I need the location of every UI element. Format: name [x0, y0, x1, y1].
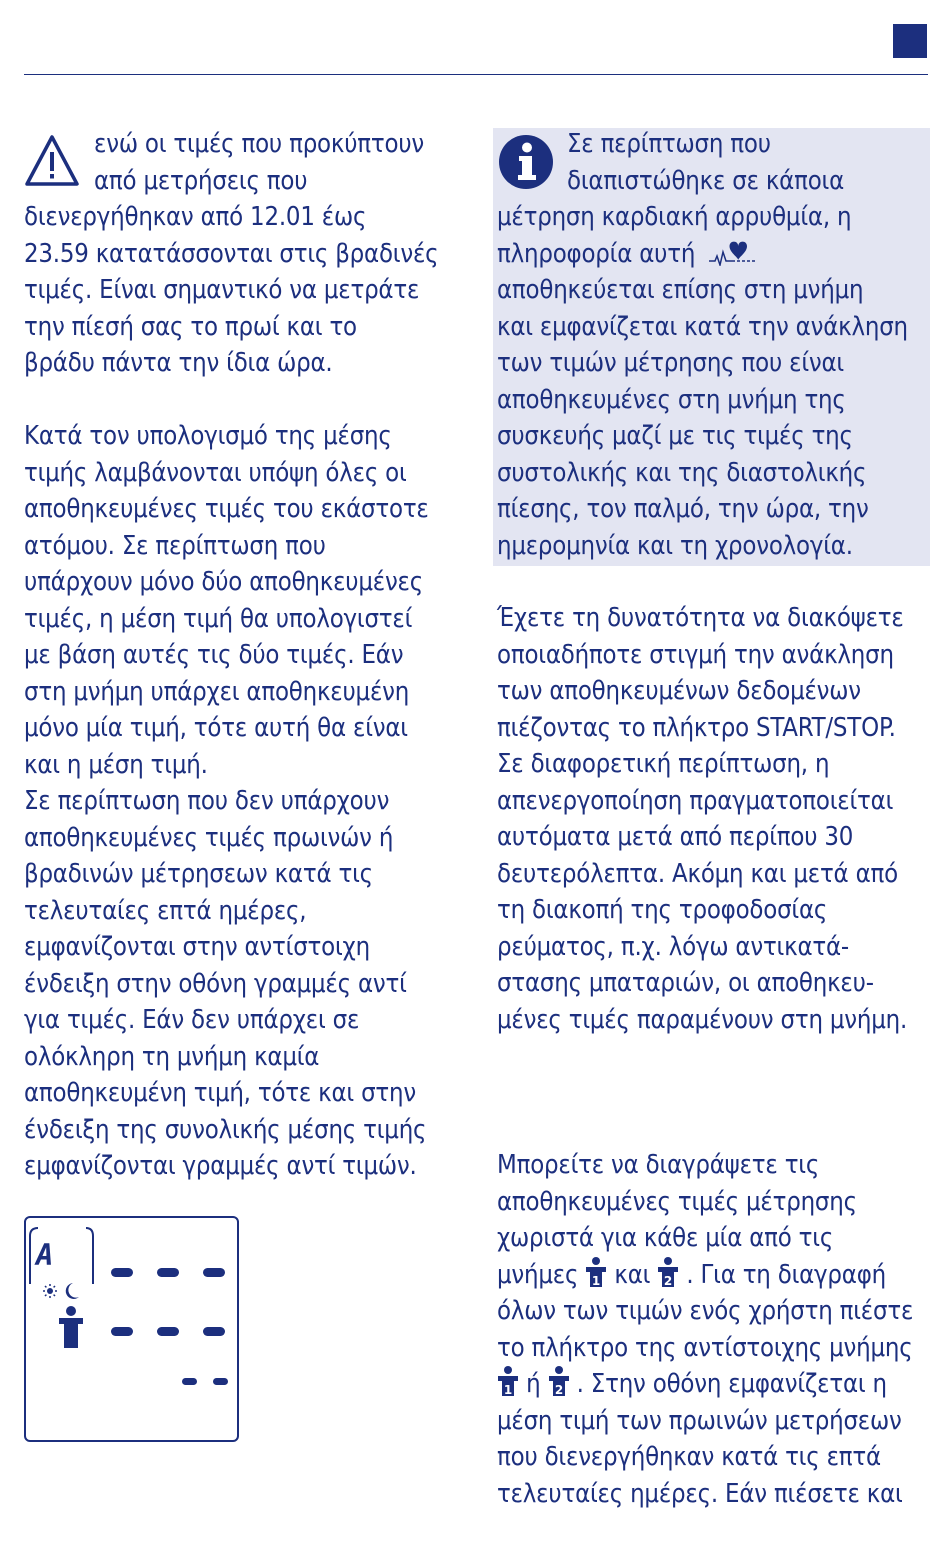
text-line: για τιμές. Εάν δεν υπάρχει σε [24, 1005, 360, 1035]
text-line: 23.59 κατατάσσονται στις βραδινές [24, 238, 439, 269]
svg-text:1: 1 [503, 1383, 513, 1396]
text-line: χωριστά για κάθε μία από τις [497, 1223, 834, 1253]
text-line: ολόκληρη τη μνήμη καμία [24, 1041, 320, 1072]
text-line: υπάρχουν μόνο δύο αποθηκευμένες [24, 567, 424, 597]
moon-icon [66, 1283, 79, 1299]
text-line: συσκευής μαζί με τις τιμές της [497, 421, 853, 451]
text-line: ένδειξη της συνολικής μέσης τιμής [24, 1114, 427, 1145]
text-line: αποθηκευμένες στη μνήμη της [497, 384, 846, 415]
text-line: απενεργοποίηση πραγματοποιείται [497, 785, 894, 816]
text-line: εμφανίζονται γραμμές αντί τιμών. [24, 1151, 417, 1181]
text-line: Κατά τον υπολογισμό της μέσης [24, 421, 392, 451]
text-line: μένες τιμές παραμένουν στη μνήμη. [497, 1004, 908, 1035]
text-line: συστολικής και της διαστολικής [497, 457, 867, 488]
lcd-display-graphic [26, 1218, 237, 1440]
user-2-icon [657, 1257, 679, 1287]
text-segment: μνήμες [497, 1259, 579, 1290]
user-icon [59, 1306, 83, 1348]
text-line: αποθηκευμένες τιμές μέτρησης [497, 1186, 857, 1217]
lcd-dash [213, 1378, 228, 1385]
lcd-average-glyph: A [36, 1238, 54, 1272]
text-line: ένδειξη στην οθόνη γραμμές αντί [24, 968, 407, 999]
text-line: βραδινών μέτρησεων κατά τις [24, 859, 373, 889]
svg-text:1: 1 [592, 1273, 601, 1287]
text-line: αποθηκεύεται επίσης στη μνήμη [497, 275, 864, 305]
text-line [497, 1257, 913, 1294]
text-line: πιέζοντας το πλήκτρο START/STOP. [497, 712, 896, 743]
text-line: των τιμών μέτρησης που είναι [497, 348, 844, 378]
text-line: τιμές. Είναι σημαντικό να μετράτε [24, 275, 420, 305]
text-line: αυτόματα μετά από περίπου 30 [497, 822, 854, 852]
lcd-dash [157, 1327, 179, 1336]
text-line: βράδυ πάντα την ίδια ώρα. [24, 348, 333, 378]
text-line: τελευταίες ημέρες. Εάν πιέσετε και [497, 1478, 903, 1509]
text-line: τελευταίες επτά ημέρες, [24, 895, 307, 926]
lcd-bar [111, 1268, 225, 1277]
text-segment: ή [526, 1369, 541, 1399]
corner-marker [893, 24, 927, 58]
text-line: ημερομηνία και τη χρονολογία. [497, 530, 853, 561]
text-segment: . Στην οθόνη εμφανίζεται η [576, 1369, 887, 1399]
text-segment: . Για τη διαγραφή [686, 1259, 886, 1290]
text-line: αποθηκευμένη τιμή, τότε και στην [24, 1078, 416, 1108]
lcd-display [24, 1216, 239, 1442]
user-2-icon [548, 1366, 570, 1396]
lcd-dash [111, 1268, 133, 1277]
text-line: οποιαδήποτε στιγμή την ανάκληση [497, 639, 894, 670]
text-line: Σε περίπτωση που [567, 129, 771, 159]
user-1-icon [585, 1257, 607, 1287]
text-line: διενεργήθηκαν από 12.01 έως [24, 202, 367, 232]
text-line: Μπορείτε να διαγράψετε τις [497, 1150, 820, 1180]
text-line: την πίεσή σας το πρωί και το [24, 311, 357, 342]
text-line: ενώ οι τιμές που προκύπτουν [94, 129, 425, 159]
user-1-icon [497, 1366, 519, 1396]
text-line: ατόμου. Σε περίπτωση που [24, 530, 326, 561]
left-paragraph-1 [24, 126, 438, 382]
text-line: στασης μπαταριών, οι αποθηκευ- [497, 968, 874, 998]
text-line: Σε διαφορετική περίπτωση, η [497, 749, 830, 779]
text-line: αποθηκευμένες τιμές του εκάστοτε [24, 494, 429, 524]
text-line [497, 1366, 913, 1403]
lcd-dash [111, 1327, 133, 1336]
text-line: μέση τιμή των πρωινών μετρήσεων [497, 1405, 902, 1436]
info-text [497, 126, 908, 564]
text-line [497, 236, 908, 273]
text-line: δευτερόλεπτα. Ακόμη και μετά από [497, 858, 898, 889]
text-line: με βάση αυτές τις δύο τιμές. Εάν [24, 640, 404, 670]
text-line: τιμής λαμβάνονται υπόψη όλες οι [24, 457, 407, 488]
text-line: και η μέση τιμή. [24, 749, 208, 780]
text-line: των αποθηκευμένων δεδομένων [497, 676, 861, 706]
right-paragraph-3 [497, 1147, 913, 1512]
arrhythmia-heart-icon [708, 240, 758, 266]
left-paragraph-2 [24, 418, 429, 1185]
text-line: το πλήκτρο της αντίστοιχης μνήμης [497, 1332, 913, 1363]
text-line: όλων των τιμών ενός χρήστη πιέστε [497, 1296, 914, 1326]
svg-text:2: 2 [664, 1273, 673, 1287]
text-line: αποθηκευμένες τιμές πρωινών ή [24, 822, 394, 853]
text-segment: πληροφορία αυτή [497, 238, 696, 269]
text-line: διαπιστώθηκε σε κάποια [567, 165, 845, 196]
text-line: πίεσης, τον παλμό, την ώρα, την [497, 494, 869, 524]
lcd-dash [157, 1268, 179, 1277]
text-line: και εμφανίζεται κατά την ανάκληση [497, 311, 908, 342]
text-line: εμφανίζονται στην αντίστοιχη [24, 932, 370, 962]
sun-icon [43, 1284, 57, 1298]
text-line: τιμές, η μέση τιμή θα υπολογιστεί [24, 603, 413, 634]
text-line: που διενεργήθηκαν κατά τις επτά [497, 1442, 881, 1472]
text-segment: και [614, 1259, 651, 1290]
right-paragraph-2 [497, 600, 907, 1038]
text-line: Έχετε τη δυνατότητα να διακόψετε [497, 603, 904, 633]
lcd-dash [203, 1327, 225, 1336]
lcd-dash [203, 1268, 225, 1277]
text-line: Σε περίπτωση που δεν υπάρχουν [24, 786, 390, 816]
text-line: από μετρήσεις που [94, 165, 308, 196]
text-line: μέτρηση καρδιακή αρρυθμία, η [497, 202, 852, 232]
header-rule [24, 74, 928, 75]
text-line: μόνο μία τιμή, τότε αυτή θα είναι [24, 713, 408, 743]
text-line: στη μνήμη υπάρχει αποθηκευμένη [24, 676, 410, 707]
lcd-dash [182, 1378, 197, 1385]
svg-text:2: 2 [554, 1383, 563, 1396]
text-line: ρεύματος, π.χ. λόγω αντικατά- [497, 931, 849, 962]
text-line: τη διακοπή της τροφοδοσίας [497, 895, 828, 925]
